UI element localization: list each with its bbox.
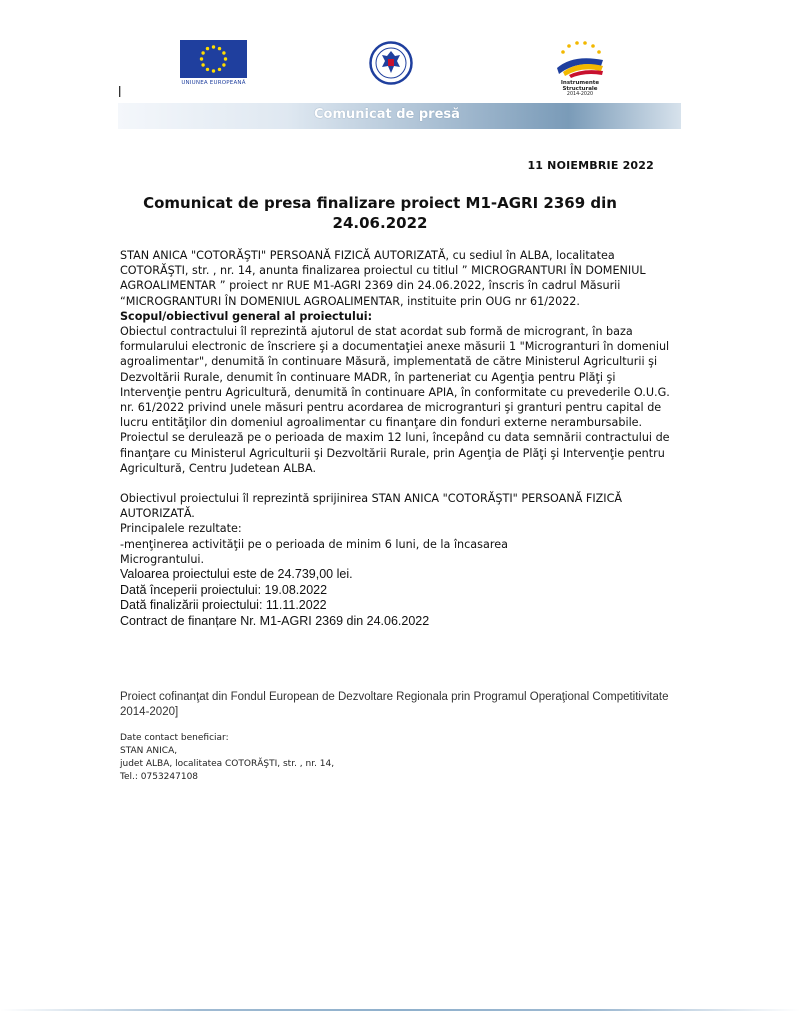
intro-paragraph: STAN ANICA "COTORĂŞTI" PERSOANĂ FIZICĂ AUTORIZATĂ, cu sediul în ALBA, localitatea COTORĂŞTI, str. , nr. 14, anunta finalizarea proiectul cu titlul ” MICROGRANTURI ÎN DOMENIUL AGROALIMENTAR ” proiect nr RUE M1-AGRI 2369 din 24.06.2022, înscris în cadrul Măsurii “MICROGRANTURI ÎN DOMENIUL AGROALIMENTAR, instituite prin OUG nr 61/2022. [120,249,646,308]
duration-paragraph: Proiectul se derulează pe o perioada de maxim 12 luni, începând cu data semnării contractului de finanţare cu Ministerul Agriculturii şi Dezvoltării Rurale, prin Agenţia de Plăţi şi Intervenţie pentru Agricultură, Centru Judetean ALBA. [120,431,670,475]
stray-mark: l [118,84,122,101]
structural-instruments-years: 2014-2020 [566,92,594,97]
scope-paragraph: Obiectul contractului îl reprezintă ajutorul de stat acordat sub formă de microgrant, în baza formularului electronic de înscriere şi a documentaţiei anexe măsurii 1 "Microgranturi în domeniul agroalimentar", denumită în continuare Măsură, implementată de către Ministerul Agriculturii şi Dezvoltării Rurale, denumit în continuare MADR, în parteneriat cu Agenţia pentru Plăţi şi Intervenţie pentru Agricultură, denumită în continuare APIA, în conformitate cu prevederile O.U.G. nr. 61/2022 privind unele măsuri pentru acordarea de microgranturi şi granturi pentru capital de lucru entităţilor din domeniul agroalimentar cu finanţare din fonduri externe nerambursabile. [120,325,670,430]
contact-phone: Tel.: 0753247108 [120,772,199,782]
project-end-date: Dată finalizării proiectului: 11.11.2022 [120,598,327,613]
eu-flag-icon [180,40,247,78]
results-heading: Principalele rezultate: [120,522,242,536]
press-release-banner [118,103,681,129]
contact-name: STAN ANICA, [120,746,178,756]
structural-instruments-caption: Instrumente Structurale [560,80,600,92]
title-line-2: 24.06.2022 [332,214,428,232]
contract-number: Contract de finanțare Nr. M1-AGRI 2369 din 24.06.2022 [120,613,430,628]
eu-caption: UNIUNEA EUROPEANĂ [181,80,246,86]
government-seal-icon [369,41,413,85]
footer-divider [0,1009,800,1011]
structural-instruments-icon [553,38,607,78]
document-body [120,248,680,629]
objective-paragraph: Obiectivul proiectului îl reprezintă sprijinirea STAN ANICA "COTORĂŞTI" PERSOANĂ FIZICĂ AUTORIZATĂ. [120,492,623,521]
title-line-1: Comunicat de presa finalizare proiect M1-AGRI 2369 din [143,194,617,212]
eu-logo [180,40,247,86]
release-date: 11 NOIEMBRIE 2022 [527,159,654,172]
banner-text: Comunicat de presă [314,107,460,122]
page-title [120,193,640,233]
scope-heading: Scopul/obiectivul general al proiectului: [120,309,373,323]
contact-heading: Date contact beneficiar: [120,733,229,743]
cofinancing-note: Proiect cofinanţat din Fondul European de Dezvoltare Regionala prin Programul Operaţional Competitivitate 2014-2020] [120,691,669,718]
contact-block [120,732,520,784]
project-value: Valoarea proiectului este de 24.739,00 lei. [120,567,353,582]
project-start-date: Dată începerii proiectului: 19.08.2022 [120,582,328,597]
structural-instruments-logo [545,38,615,102]
results-item: -menţinerea activităţii pe o perioada de minim 6 luni, de la încasarea Micrograntului. [120,537,508,566]
contact-address: judet ALBA, localitatea COTORĂŞTI, str. , nr. 14, [120,759,335,769]
